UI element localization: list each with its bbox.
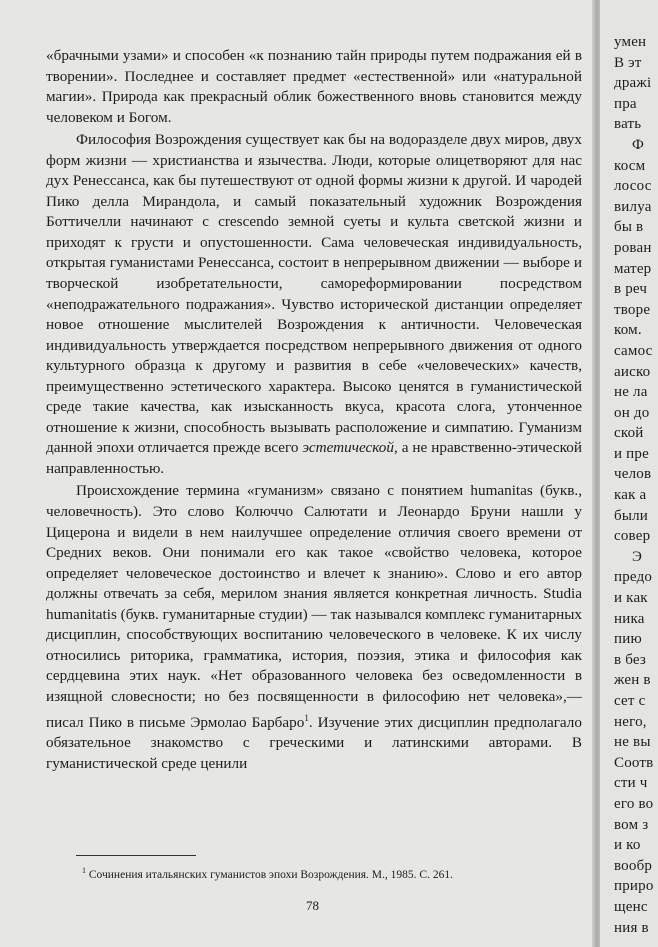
right-page-line-fragment: в реч [614, 281, 648, 298]
right-page-line-fragment: как а [614, 487, 647, 504]
paragraph-3-text: Происхождение термина «гуманизм» связано с понятием humanitas (букв., человечность). Это слово Колюччо Салютати и Леонардо Бруни нашли у Цицерона и видели в нем наилучшее определение отличия своего времени от Средних веков. Они понимали его как такое «свойство человека, которое определяет человеческое достоинство и влечет к знанию». Слово и его автор должны отвечать за себя, мерилом знания является конкретная личность. Studia humanitatis (букв. гуманитарные студии) — так назывался комплекс гуманитарных дисциплин, способствующих воспитанию человеческого в человеке. К их числу относились риторика, грамматика, история, поэзия, этика и философия как сердцевина этих наук. «Нет образованного человека без осведомленности в изящной словесности; но без посвященности в философию нет человека»,— писал Пико в письме Эрмолао Барбаро [46, 482, 582, 731]
paragraph-3 [46, 481, 582, 774]
paragraph-2-emphasis: эстетической [302, 439, 394, 457]
right-page-line-fragment: ской [614, 425, 644, 442]
right-page-line-fragment: совер [614, 528, 651, 545]
right-page-line-fragment: его во [614, 795, 654, 812]
right-page-line-fragment: пра [614, 95, 637, 112]
book-page-right-edge [600, 0, 658, 947]
right-page-line-fragment: Э [632, 548, 643, 565]
right-page-fragments [614, 32, 654, 938]
paragraph-2-tail: , а не нравственно-этической направленностью. [46, 439, 582, 477]
right-page-line-fragment: жен в [614, 672, 651, 689]
right-page-line-fragment: вом з [614, 816, 649, 833]
right-page-line-fragment: умен [614, 34, 647, 50]
right-page-line-fragment: вилуа [614, 198, 652, 215]
body-text [46, 46, 582, 774]
footnote-reference: 1 [304, 712, 309, 723]
right-page-line-fragment: предо [614, 569, 653, 586]
right-page-line-fragment: косм [614, 157, 646, 174]
right-page-line-fragment: ком. [614, 322, 642, 339]
paragraph-2-text: Философия Возрождения существует как бы на водоразделе двух миров, двух форм жизни — христианства и язычества. Люди, которые олицетворяют для нас дух Ренессанса, как бы путешествуют от одной формы жизни к другой. И чародей Пико делла Мирандола, и самый показательный художник Возрождения Боттичелли начинают с crescendo земной суеты и культа светской жизни и приходят к грусти и опустошенности. Сама человеческая индивидуальность, открытая гуманистами Ренессанса, состоит в непрерывном движении — выборе и творческой изобретательности, самореформировании посредством «неподражательного подражания». Чувство исторической дистанции определяет новое отношение мыслителей Возрождения к античности. Человеческая индивидуальность утверждается посредством непрерывного движения от одного культурного образца к другому и развития в себе «человеческих» качеств, преимущественно эстетического характера. Высоко ценятся в гуманистической среде такие качества, как изысканность вкуса, красота слога, утонченное отношение к жизни, способность вызывать расположение и симпатию. Гуманизм данной эпохи отличается прежде всего [46, 131, 582, 457]
footnote-divider [76, 855, 196, 856]
right-page-line-fragment: сет с [614, 693, 646, 709]
right-page-line-fragment: ния в [614, 919, 649, 936]
right-page-line-fragment: самос [614, 342, 653, 359]
page-number: 78 [306, 898, 319, 913]
right-page-line-fragment: в без [614, 651, 647, 668]
right-page-line-fragment: вообр [614, 857, 653, 874]
paragraph-3-tail: . Изучение этих дисциплин предполагало обязательное знакомство с греческими и латинскими авторами. В гуманистической среде ценили [46, 713, 582, 772]
right-page-line-fragment: сти ч [614, 775, 648, 792]
right-page-line-fragment: приро [614, 878, 654, 895]
right-page-line-fragment: матер [614, 260, 652, 277]
right-page-line-fragment: пию [614, 631, 642, 648]
right-page-line-fragment: В эт [614, 54, 642, 71]
right-page-line-fragment: вать [614, 116, 642, 133]
right-page-line-fragment: челов [614, 466, 652, 483]
right-page-line-fragment: были [614, 507, 649, 524]
right-page-line-fragment: него, [614, 713, 647, 730]
footnote-marker: 1 [82, 866, 86, 875]
right-page-line-fragment: дражі [614, 75, 652, 92]
right-page-line-fragment: и пре [614, 445, 649, 462]
right-page-line-fragment: ника [614, 610, 645, 627]
right-page-line-fragment: он до [614, 404, 650, 421]
right-page-line-fragment: бы в [614, 219, 644, 236]
paragraph-2 [46, 130, 582, 479]
paragraph-1 [46, 46, 582, 128]
footnote-text: Сочинения итальянских гуманистов эпохи Возрождения. М., 1985. С. 261. [88, 868, 453, 881]
right-page-line-fragment: творе [614, 301, 651, 318]
right-page-line-fragment: не ла [614, 384, 648, 401]
footnote [82, 866, 453, 881]
right-page-line-fragment: и как [614, 590, 648, 607]
right-page-line-fragment: Соотв [614, 754, 654, 771]
right-page-line-fragment: Ф [632, 136, 645, 153]
right-page-line-fragment: щенс [614, 898, 648, 915]
right-page-line-fragment: лосос [614, 178, 652, 195]
paragraph-1-text: «брачными узами» и способен «к познанию тайн природы путем подражания ей в творении». Последнее и составляет предмет «естественной» или «натуральной магии». Природа как прекрасный облик божественного вновь становится между человеком и Богом. [46, 47, 582, 126]
right-page-line-fragment: рован [614, 239, 652, 256]
right-page-line-fragment: и ко [614, 837, 641, 854]
right-page-line-fragment: аиско [614, 363, 651, 380]
right-page-line-fragment: не вы [614, 734, 651, 751]
